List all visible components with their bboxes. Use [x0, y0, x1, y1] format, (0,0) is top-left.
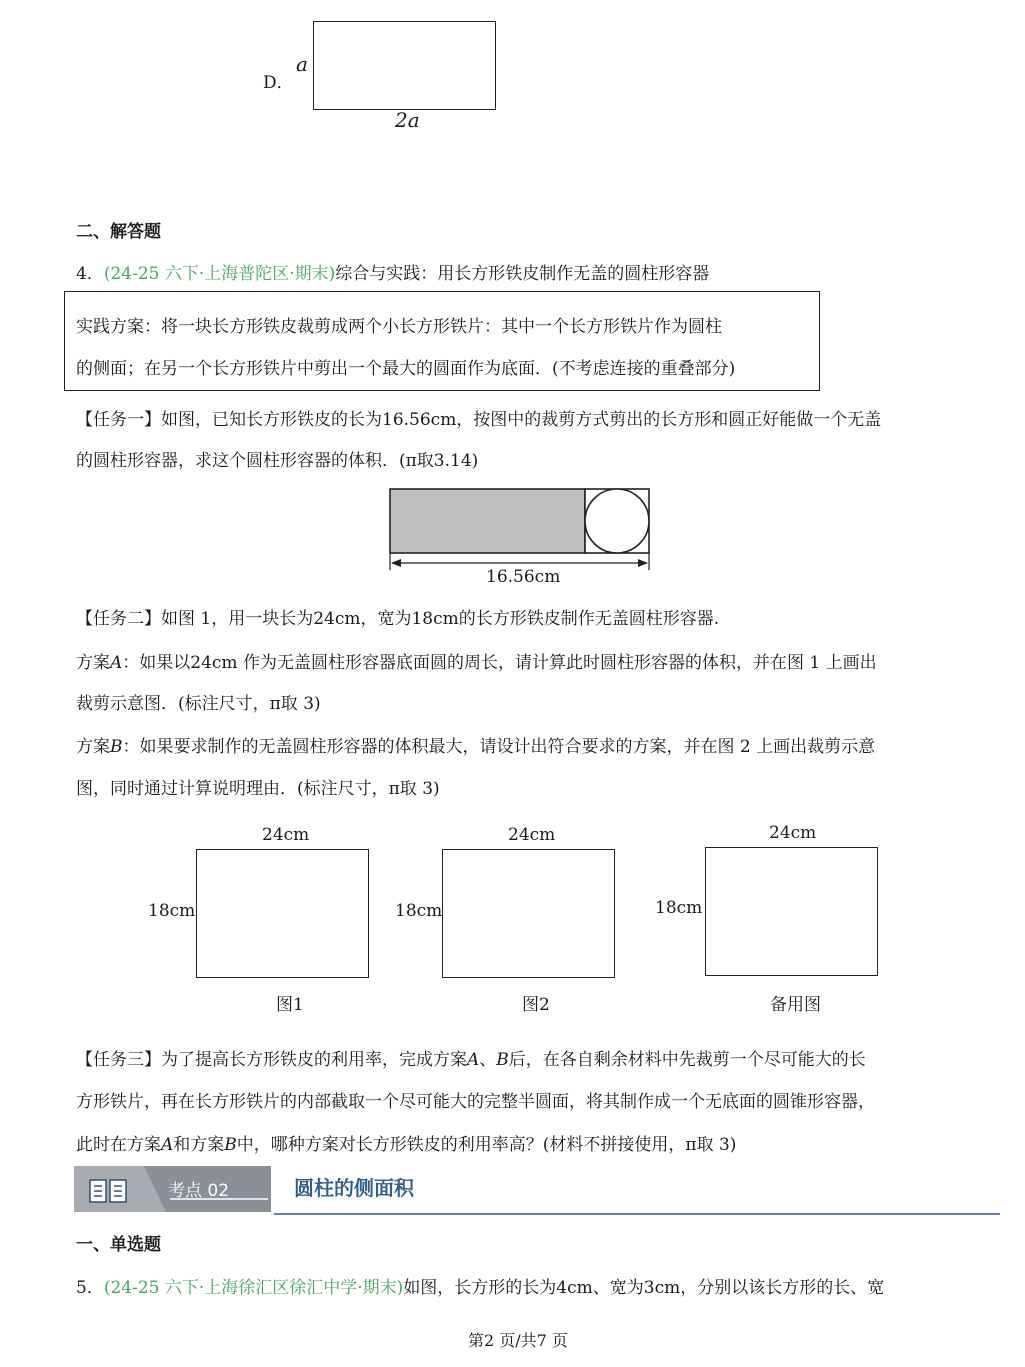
task3-text-a: 【任务三】为了提高长方形铁皮的利用率，完成方案 — [76, 1050, 467, 1070]
task3-line-2: 方形铁片，再在长方形铁片的内部截取一个尽可能大的完整半圆面，将其制作成一个无底面的圆锥形容器， — [76, 1092, 875, 1112]
figure2-top-label: 24cm — [508, 825, 556, 845]
planB-line-2: 图，同时通过计算说明理由．(标注尺寸，π取 3) — [76, 779, 440, 799]
figure3-rectangle — [705, 847, 878, 976]
plan-line-2: 的侧面；在另一个长方形铁片中剪出一个最大的圆面作为底面．(不考虑连接的重叠部分) — [76, 359, 736, 379]
length-label: 16.56cm — [486, 567, 561, 587]
planA-prefix: 方案 — [76, 653, 110, 673]
planA-line-2: 裁剪示意图．(标注尺寸，π取 3) — [76, 694, 321, 714]
task1-line-2: 的圆柱形容器，求这个圆柱形容器的体积．(π取3.14) — [76, 451, 479, 471]
q4-number: 4． — [76, 264, 104, 284]
planA-var: A — [110, 653, 123, 673]
task3-text-d: 此时在方案 — [76, 1135, 161, 1155]
figure1-side-label: 18cm — [148, 901, 196, 921]
section-heading-single: 一、单选题 — [76, 1235, 161, 1255]
plan-line-1: 实践方案：将一块长方形铁皮裁剪成两个小长方形铁片：其中一个长方形铁片作为圆柱 — [76, 317, 722, 337]
q5-source: (24-25 六下·上海徐汇区徐汇中学·期末) — [103, 1278, 404, 1298]
q4-title-line — [76, 259, 709, 284]
task3-var-b: B — [496, 1050, 509, 1070]
task3-line-3 — [76, 1130, 736, 1155]
planB-prefix: 方案 — [76, 737, 110, 757]
task2-line-1: 【任务二】如图 1，用一块长为24cm，宽为18cm的长方形铁皮制作无盖圆柱形容器. — [76, 609, 720, 629]
planB-text: ：如果要求制作的无盖圆柱形容器的体积最大，请设计出符合要求的方案，并在图 2 上画出裁剪示意 — [122, 737, 876, 757]
figure3-top-label: 24cm — [769, 823, 817, 843]
figure1-caption: 图1 — [276, 995, 304, 1015]
planA-line-1 — [76, 648, 877, 673]
q4-title: 综合与实践：用长方形铁皮制作无盖的圆柱形容器 — [335, 264, 710, 284]
figure2-caption: 图2 — [522, 995, 550, 1015]
option-d-bottom-label: 2a — [395, 108, 420, 132]
planA-text: ：如果以24cm 作为无盖圆柱形容器底面圆的周长，请计算此时圆柱形容器的体积，并在图 1 上画出 — [122, 653, 877, 673]
task3-text-b: 、 — [479, 1050, 497, 1070]
figure2-rectangle — [442, 849, 615, 978]
planB-var: B — [110, 737, 123, 757]
base-circle — [585, 489, 649, 553]
task3-text-c: 后，在各自剩余材料中先裁剪一个尽可能大的长 — [508, 1050, 866, 1070]
task3-var-b2: B — [224, 1135, 237, 1155]
figure3-caption: 备用图 — [770, 995, 821, 1015]
q5-line — [76, 1273, 884, 1298]
figure3-side-label: 18cm — [655, 898, 703, 918]
q4-source: (24-25 六下·上海普陀区·期末) — [103, 264, 336, 284]
figure2-side-label: 18cm — [395, 901, 443, 921]
option-d-side-label: a — [296, 52, 308, 76]
q5-text: 如图，长方形的长为4cm、宽为3cm，分别以该长方形的长、宽 — [403, 1278, 885, 1298]
figure1-rectangle — [196, 849, 369, 978]
task3-line-1 — [76, 1045, 866, 1070]
task1-line-1: 【任务一】如图，已知长方形铁皮的长为16.56cm，按图中的裁剪方式剪出的长方形和圆正好能做一个无盖 — [76, 410, 882, 430]
option-d-label: D． — [263, 73, 294, 93]
page-footer: 第2 页/共7 页 — [468, 1331, 568, 1350]
task3-var-a2: A — [161, 1135, 174, 1155]
planB-line-1 — [76, 732, 875, 757]
kaodian-title: 圆柱的侧面积 — [294, 1176, 414, 1200]
q5-number: 5． — [76, 1278, 104, 1298]
task3-var-a: A — [467, 1050, 480, 1070]
option-d-rectangle — [313, 21, 496, 110]
kaodian-tag: 考点 02 — [168, 1181, 230, 1201]
figure1-top-label: 24cm — [262, 825, 310, 845]
task3-text-e: 和方案 — [173, 1135, 225, 1155]
section-heading-answer: 二、解答题 — [76, 222, 161, 242]
shaded-rectangle — [390, 489, 585, 553]
task3-text-f: 中，哪种方案对长方形铁皮的利用率高？(材料不拼接使用，π取 3) — [236, 1135, 737, 1155]
